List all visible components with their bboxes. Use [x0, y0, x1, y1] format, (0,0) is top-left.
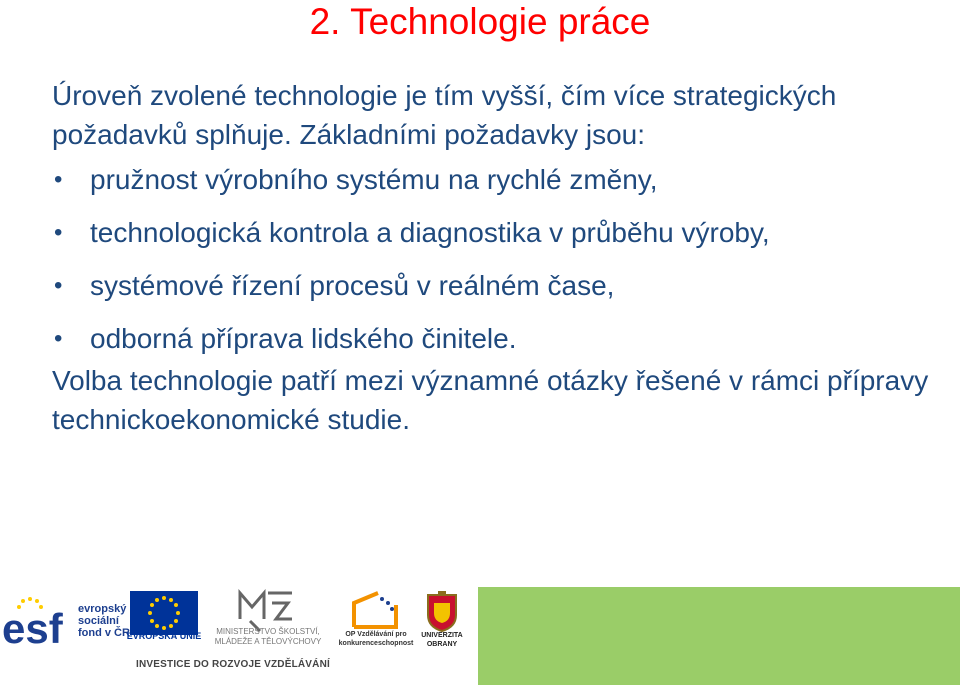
bullet-icon: • — [54, 166, 63, 193]
uo-caption: UNIVERZITA OBRANY — [421, 632, 463, 648]
list-item — [52, 319, 932, 361]
list-item-text: systémové řízení procesů v reálném čase, — [90, 270, 615, 301]
msmt-caption: MINISTERSTVO ŠKOLSTVÍ, MLÁDEŽE A TĚLOVÝCHOVY — [214, 627, 322, 646]
slide-content — [52, 76, 932, 439]
list-item-text: odborná příprava lidského činitele. — [90, 323, 517, 354]
svg-text:esf: esf — [2, 605, 63, 651]
green-footer-band — [478, 587, 960, 685]
intro-paragraph: Úroveň zvolené technologie je tím vyšší, čím více strategických požadavků splňuje. Základními požadavky jsou: — [52, 80, 837, 150]
list-item — [52, 213, 932, 266]
list-item-text: pružnost výrobního systému na rychlé změny, — [90, 164, 658, 195]
list-item — [52, 266, 932, 319]
eu-caption: EVROPSKÁ UNIE — [126, 631, 202, 641]
bullet-icon: • — [54, 325, 63, 352]
closing-paragraph: Volba technologie patří mezi významné otázky řešené v rámci přípravy technickoekonomické studie. — [52, 365, 929, 435]
requirements-list — [52, 160, 932, 361]
bullet-icon: • — [54, 219, 63, 246]
investice-slogan: INVESTICE DO ROZVOJE VZDĚLÁVÁNÍ — [136, 659, 331, 670]
op-caption: OP Vzdělávání pro konkurenceschopnost — [338, 631, 414, 647]
footer-logo-bar — [0, 583, 960, 685]
list-item — [52, 160, 932, 213]
list-item-text: technologická kontrola a diagnostika v průběhu výroby, — [90, 217, 770, 248]
logo-strip — [0, 583, 478, 685]
esf-text: evropský sociální fond v ČR — [78, 603, 130, 639]
eu-flag-icon — [126, 591, 202, 653]
slide-title: 2. Technologie práce — [309, 1, 651, 42]
bullet-icon: • — [54, 272, 63, 299]
